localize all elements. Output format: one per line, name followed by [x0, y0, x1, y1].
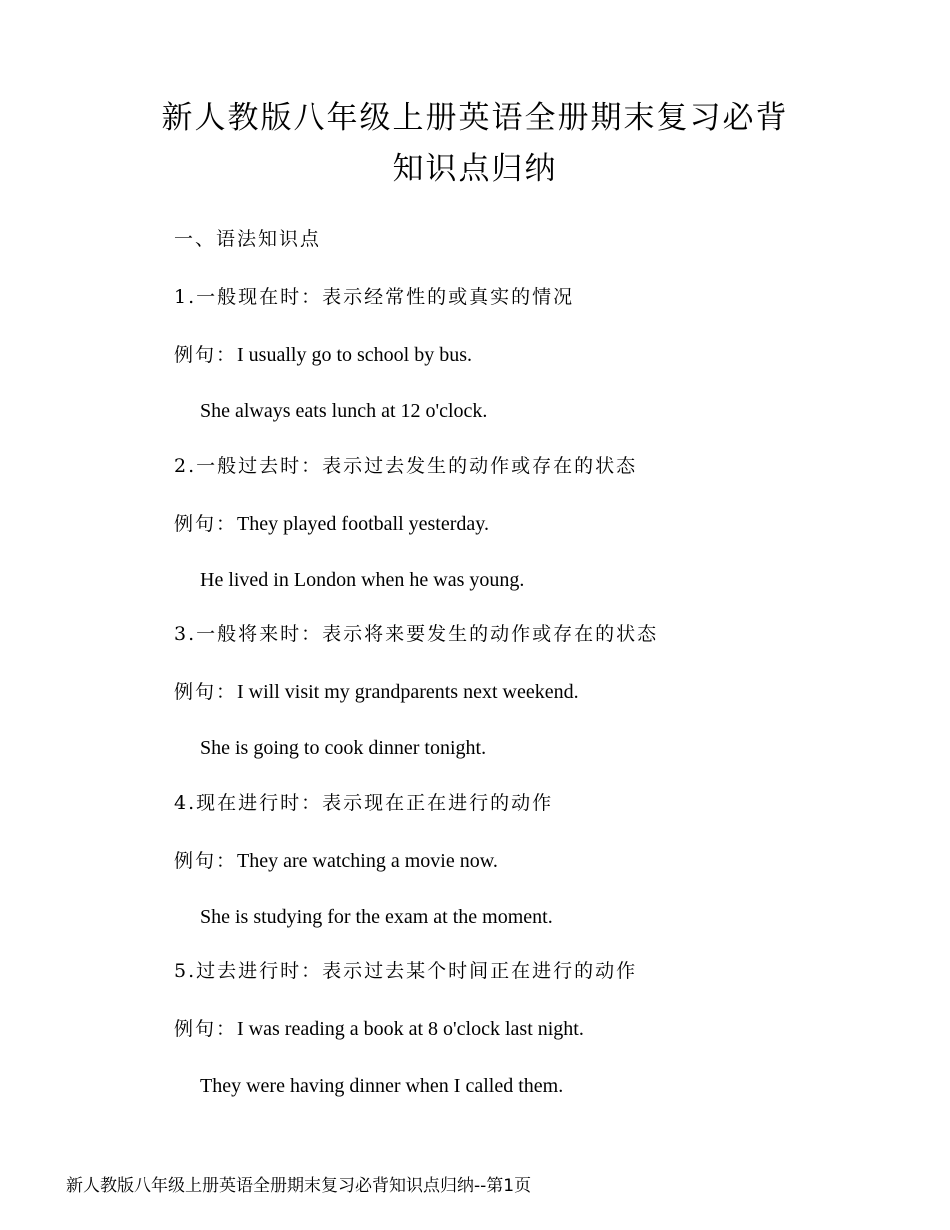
section-heading: 一、语法知识点	[174, 228, 322, 250]
grammar-item-heading-2: 2.一般过去时：表示过去发生的动作或存在的状态	[174, 455, 638, 477]
example-label: 例句：	[174, 513, 238, 535]
example-label: 例句：	[174, 681, 238, 703]
example-line-2b: He lived in London when he was young.	[200, 569, 525, 591]
example-line-3b: She is going to cook dinner tonight.	[200, 737, 487, 759]
example-label: 例句：	[174, 1018, 238, 1040]
grammar-item-heading-4: 4.现在进行时：表示现在正在进行的动作	[174, 792, 554, 814]
example-sentence: They played football yesterday.	[237, 513, 489, 535]
grammar-item-heading-1: 1.一般现在时：表示经常性的或真实的情况	[174, 286, 575, 308]
example-sentence: They are watching a movie now.	[237, 850, 498, 872]
example-line-5a	[174, 1019, 584, 1039]
page-footer: 新人教版八年级上册英语全册期末复习必背知识点归纳--第1页	[66, 1176, 532, 1196]
example-line-4a	[174, 851, 498, 871]
example-line-5b: They were having dinner when I called them.	[200, 1075, 564, 1097]
example-sentence: I usually go to school by bus.	[237, 344, 473, 366]
example-line-1a	[174, 345, 472, 365]
example-line-4b: She is studying for the exam at the moment.	[200, 906, 553, 928]
example-line-1b: She always eats lunch at 12 o'clock.	[200, 400, 488, 422]
page-title-line-1: 新人教版八年级上册英语全册期末复习必背	[161, 100, 789, 136]
example-line-3a	[174, 682, 579, 702]
grammar-item-heading-3: 3.一般将来时：表示将来要发生的动作或存在的状态	[174, 623, 659, 645]
page-title-line-2: 知识点归纳	[392, 151, 558, 187]
example-sentence: I will visit my grandparents next weekend.	[237, 681, 579, 703]
example-label: 例句：	[174, 850, 238, 872]
example-line-2a	[174, 514, 489, 534]
example-sentence: I was reading a book at 8 o'clock last night.	[237, 1018, 584, 1040]
example-label: 例句：	[174, 344, 238, 366]
grammar-item-heading-5: 5.过去进行时：表示过去某个时间正在进行的动作	[174, 960, 638, 982]
